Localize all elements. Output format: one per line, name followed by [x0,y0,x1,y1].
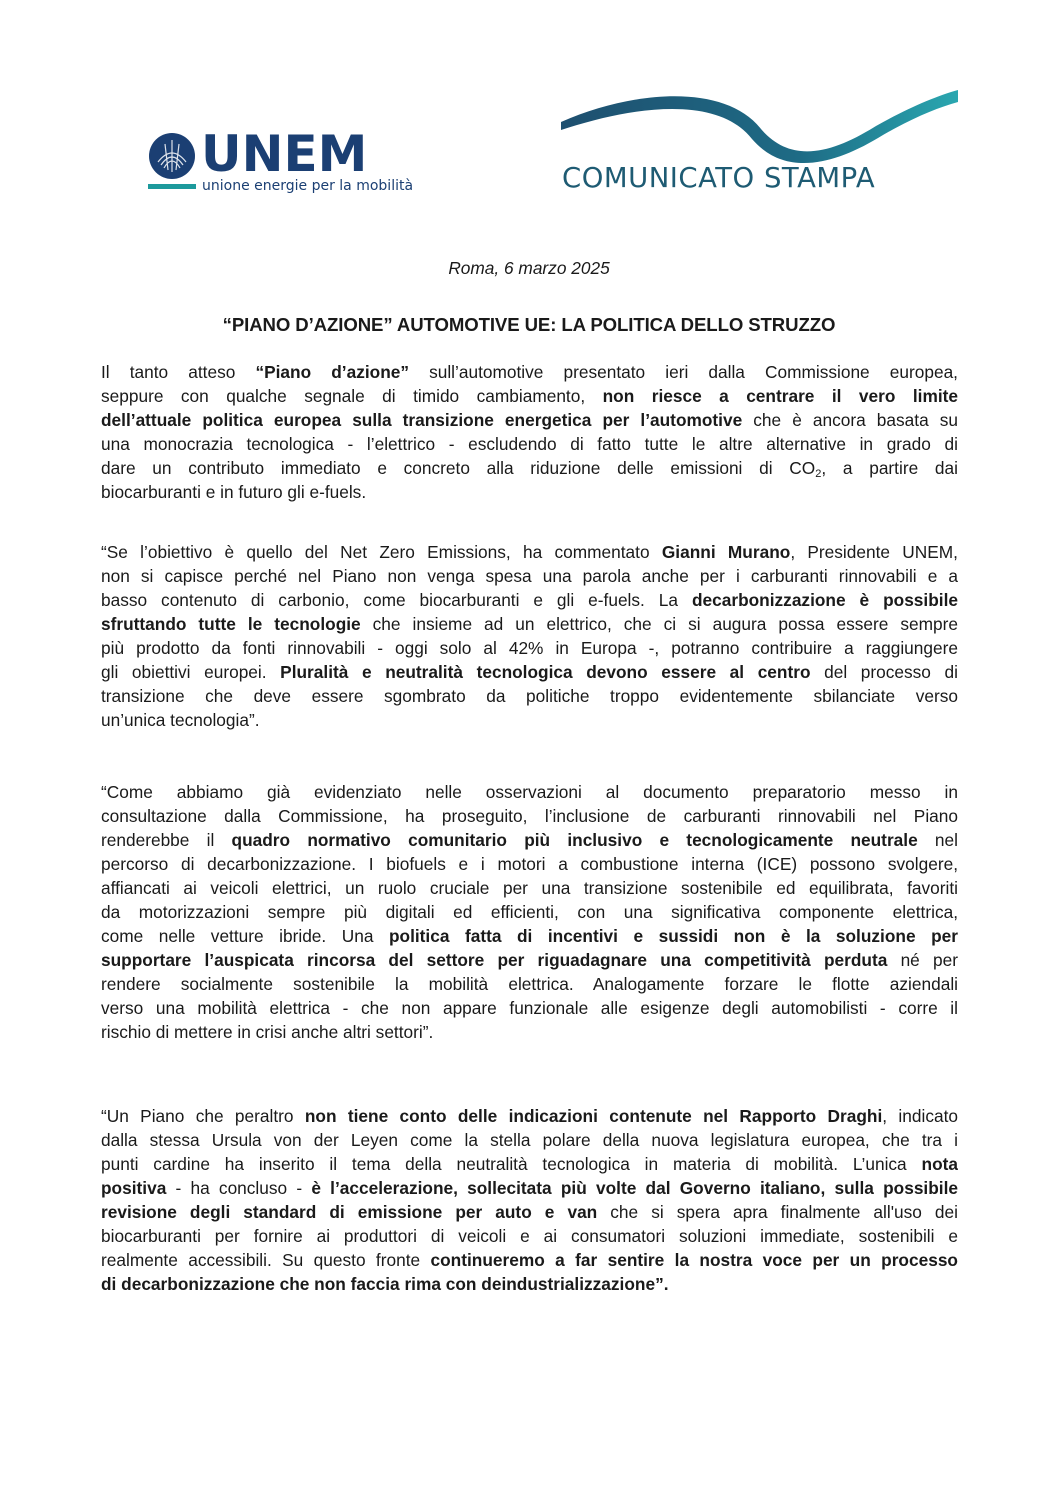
text-segment: né per [887,950,958,970]
text-segment: consultazione dalla Commissione, ha proseguito, l’inclusione de carburanti rinnovabili nel Piano [101,806,958,826]
bold-text: revisione degli standard di emissione per auto e van [101,1202,598,1222]
text-segment: biocarburanti per fornire ai produttori di veicoli e ai consumatori soluzioni immediate, sostenibili e [101,1226,958,1246]
text-segment: biocarburanti e in futuro gli e-fuels. [101,482,367,502]
bold-text: Pluralità e neutralità tecnologica devono essere al centro [280,662,811,682]
text-line [101,684,958,708]
text-segment: - ha concluso - [166,1178,312,1198]
text-segment: transizione che deve essere sgombrato da politiche troppo evidentemente sbilanciate verso [101,686,958,706]
text-line [101,996,958,1020]
text-line [101,612,958,636]
text-line [101,480,958,504]
text-line [101,408,958,432]
paragraph [101,360,958,504]
text-segment: che è ancora basata su [742,410,958,430]
text-segment: dalla stessa Ursula von der Leyen come la stella polare della nuova legislatura europea, che tra i [101,1130,958,1150]
text-segment: gli obiettivi europei. [101,662,281,682]
text-segment: , Presidente UNEM, [790,542,958,562]
text-segment: basso contenuto di carbonio, come biocarburanti e gli e-fuels. La [101,590,692,610]
text-line [101,1200,958,1224]
headline: “PIANO D’AZIONE” AUTOMOTIVE UE: LA POLITICA DELLO STRUZZO [222,314,836,335]
paragraph [101,780,958,1044]
text-line [101,660,958,684]
text-line [101,1224,958,1248]
unem-tagline: unione energie per la mobilità [202,178,414,194]
text-segment: punti cardine ha inserito il tema della neutralità tecnologica in materia di mobilità. L’unica [101,1154,922,1174]
text-line [101,828,958,852]
bold-text: nota [921,1154,958,1174]
text-line [101,876,958,900]
text-line [101,924,958,948]
bold-text: sfruttando tutte le tecnologie [101,614,361,634]
subscript-text: 2 [815,468,822,480]
wave-graphic-icon [556,84,966,174]
text-segment: “Se l’obiettivo è quello del Net Zero Emissions, ha commentato [101,542,662,562]
text-segment: percorso di decarbonizzazione. I biofuels e i motori a combustione interna (ICE) possono svolgere, [101,854,958,874]
bold-text: è l’accelerazione, sollecitata più volte dal Governo italiano, sulla possibile [311,1178,958,1198]
paragraph [101,540,958,732]
text-segment: , a partire dai [821,458,958,478]
text-segment: renderebbe il [101,830,232,850]
text-segment: da motorizzazioni sempre più digitali ed efficienti, con una significativa componente elettrica, [101,902,958,922]
text-line [101,900,958,924]
comunicato-stampa-logo [556,84,966,204]
text-line [101,1272,958,1296]
text-line [101,588,958,612]
text-segment: come nelle vetture ibride. Una [101,926,389,946]
text-line [101,432,958,456]
text-segment: una monocrazia tecnologica - l’elettrico - escludendo di fatto tutte le altre alternative in grado di [101,434,958,454]
text-line [101,1020,958,1044]
text-segment: più prodotto da fonti rinnovabili - oggi solo al 42% in Europa -, potranno contribuire a raggiungere [101,638,958,658]
text-line [101,456,958,480]
text-line [101,1176,958,1200]
text-segment: “Come abbiamo già evidenziato nelle osservazioni al documento preparatorio messo in [101,782,958,802]
text-segment: del processo di [810,662,958,682]
text-line [101,804,958,828]
text-line [101,780,958,804]
text-segment: seppure con qualche segnale di timido cambiamento, [101,386,603,406]
text-line [101,1152,958,1176]
text-line [101,360,958,384]
text-segment: sull’automotive presentato ieri dalla Commissione europea, [409,362,958,382]
text-line [101,852,958,876]
text-line [101,972,958,996]
bold-text: decarbonizzazione è possibile [691,590,958,610]
text-line [101,636,958,660]
text-line [101,948,958,972]
text-segment: dare un contributo immediato e concreto alla riduzione delle emissioni di CO [101,458,816,478]
text-line [101,384,958,408]
text-line [101,564,958,588]
text-segment: “Un Piano che peraltro [101,1106,305,1126]
comunicato-stampa-title: COMUNICATO STAMPA [562,162,876,194]
bold-text: quadro normativo comunitario più inclusivo e tecnologicamente neutrale [231,830,918,850]
bold-text: continueremo a far sentire la nostra voce per un processo [430,1250,958,1270]
unem-emblem-icon [148,132,196,180]
text-line [101,1104,958,1128]
bold-text: supportare l’auspicata rincorsa del settore per riguadagnare una competitività perduta [101,950,888,970]
text-segment: che si spera apra finalmente all'uso dei [597,1202,958,1222]
text-segment: rendere socialmente sostenibile la mobilità elettrica. Analogamente forzare le flotte aziendali [101,974,958,994]
text-segment: non si capisce perché nel Piano non venga spesa una parola anche per i carburanti rinnovabili e a [101,566,958,586]
text-line [101,540,958,564]
text-segment: verso una mobilità elettrica - che non appare funzionale alle esigenze degli automobilisti - corre il [101,998,958,1018]
unem-accent-bar [148,184,196,189]
text-segment: rischio di mettere in crisi anche altri settori”. [101,1022,434,1042]
bold-text: “Piano d’azione” [255,362,409,382]
text-line [101,708,958,732]
text-segment: nel [917,830,958,850]
bold-text: politica fatta di incentivi e sussidi non è la soluzione per [388,926,958,946]
paragraph [101,1104,958,1296]
text-segment: che insieme ad un elettrico, che ci si augura possa essere sempre [360,614,958,634]
unem-wordmark: UNEM [201,125,368,183]
text-segment: affiancati ai veicoli elettrici, un ruolo cruciale per una transizione sostenibile ed equilibrata, favoriti [101,878,958,898]
text-segment: , indicato [882,1106,958,1126]
bold-text: di decarbonizzazione che non faccia rima con deindustrializzazione”. [101,1274,669,1294]
dateline: Roma, 6 marzo 2025 [448,258,610,278]
text-line [101,1128,958,1152]
text-segment: Il tanto atteso [101,362,256,382]
unem-logo [148,125,414,200]
text-segment: un’unica tecnologia”. [101,710,260,730]
bold-text: positiva [101,1178,167,1198]
text-segment: realmente accessibili. Su questo fronte [101,1250,431,1270]
bold-text: non riesce a centrare il vero limite [602,386,958,406]
text-line [101,1248,958,1272]
bold-text: non tiene conto delle indicazioni contenute nel Rapporto Draghi [304,1106,883,1126]
bold-text: dell’attuale politica europea sulla transizione energetica per l’automotive [101,410,743,430]
bold-text: Gianni Murano [661,542,791,562]
